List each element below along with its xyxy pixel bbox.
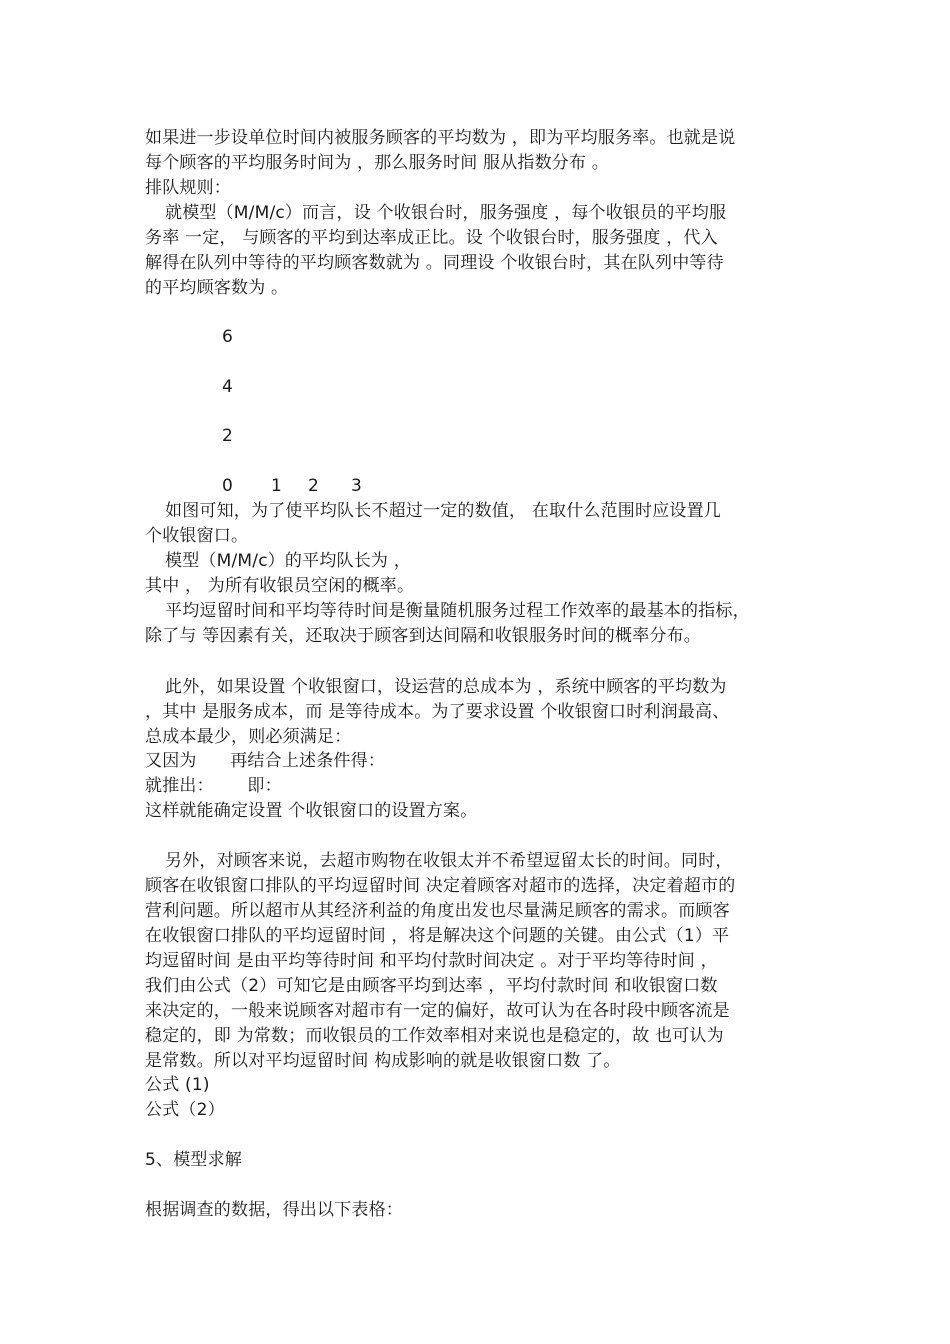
y-tick-label: 2 [222, 426, 233, 446]
paragraph-line: 是常数。所以对平均逗留时间 构成影响的就是收银窗口数 了。 [145, 1051, 621, 1071]
section-heading: 5、模型求解 [145, 1150, 243, 1170]
x-tick-label: 3 [351, 476, 362, 496]
paragraph-line: 又因为 再结合上述条件得： [145, 751, 386, 771]
paragraph-line: 此外，如果设置 个收银窗口，设运营的总成本为 ，系统中顾客的平均数为 [165, 677, 727, 697]
paragraph-line: 就推出： 即： [145, 776, 282, 796]
paragraph-line: 其中 ， 为所有收银员空闲的概率。 [145, 576, 415, 596]
paragraph-line: 这样就能确定设置 个收银窗口的设置方案。 [145, 801, 478, 821]
paragraph-line: 如果进一步设单位时间内被服务顾客的平均数为 ，即为平均服务率。也就是说 [145, 128, 736, 148]
paragraph-line: 稳定的，即 为常数；而收银员的工作效率相对来说也是稳定的，故 也可认为 [145, 1026, 724, 1046]
paragraph-line: 根据调查的数据，得出以下表格： [145, 1200, 403, 1220]
paragraph-line: 营利问题。所以超市从其经济利益的角度出发也尽量满足顾客的需求。而顾客 [145, 901, 730, 921]
section-heading: 排队规则： [145, 178, 231, 198]
paragraph-line: 个收银窗口。 [145, 526, 249, 546]
x-tick-label: 1 [271, 476, 282, 496]
paragraph-line: 总成本最少，则必须满足： [145, 727, 352, 747]
paragraph-line: ，其中 是服务成本，而 是等待成本。为了要求设置 个收银窗口时利润最高、 [145, 702, 730, 722]
paragraph-line: 平均逗留时间和平均等待时间是衡量随机服务过程工作效率的最基本的指标， [165, 601, 750, 621]
paragraph-line: 模型（M/M/c）的平均队长为 ， [165, 551, 411, 571]
paragraph-line: 就模型（M/M/c）而言，设 个收银台时，服务强度 ，每个收银员的平均服 [165, 203, 727, 223]
y-tick-label: 0 [222, 476, 233, 496]
y-tick-label: 4 [222, 377, 233, 397]
x-tick-label: 2 [308, 476, 319, 496]
paragraph-line: 均逗留时间 是由平均等待时间 和平均付款时间决定 。对于平均等待时间 ， [145, 951, 718, 971]
paragraph-line: 在收银窗口排队的平均逗留时间 ，将是解决这个问题的关键。由公式（1）平 [145, 926, 730, 946]
paragraph-line: 来决定的，一般来说顾客对超市有一定的偏好，故可认为在各时段中顾客流是 [145, 1001, 730, 1021]
paragraph-line: 如图可知，为了使平均队长不超过一定的数值， 在取什么范围时应设置几 [165, 501, 722, 521]
y-tick-label: 6 [222, 327, 233, 347]
paragraph-line: 解得在队列中等待的平均顾客数就为 。同理设 个收银台时，其在队列中等待 [145, 253, 724, 273]
paragraph-line: 另外，对顾客来说，去超市购物在收银太并不希望逗留太长的时间。同时， [165, 851, 733, 871]
paragraph-line: 顾客在收银窗口排队的平均逗留时间 决定着顾客对超市的选择，决定着超市的 [145, 876, 736, 896]
paragraph-line: 除了与 等因素有关，还取决于顾客到达间隔和收银服务时间的概率分布。 [145, 626, 702, 646]
paragraph-line: 我们由公式（2）可知它是由顾客平均到达率 ，平均付款时间 和收银窗口数 [145, 976, 718, 996]
paragraph-line: 的平均顾客数为 。 [145, 278, 289, 298]
formula-label: 公式（2） [145, 1100, 225, 1120]
paragraph-line: 每个顾客的平均服务时间为 ，那么服务时间 服从指数分布 。 [145, 153, 610, 173]
paragraph-line: 务率 一定， 与顾客的平均到达率成正比。设 个收银台时，服务强度 ，代入 [145, 228, 718, 248]
formula-label: 公式 (1) [145, 1075, 210, 1095]
